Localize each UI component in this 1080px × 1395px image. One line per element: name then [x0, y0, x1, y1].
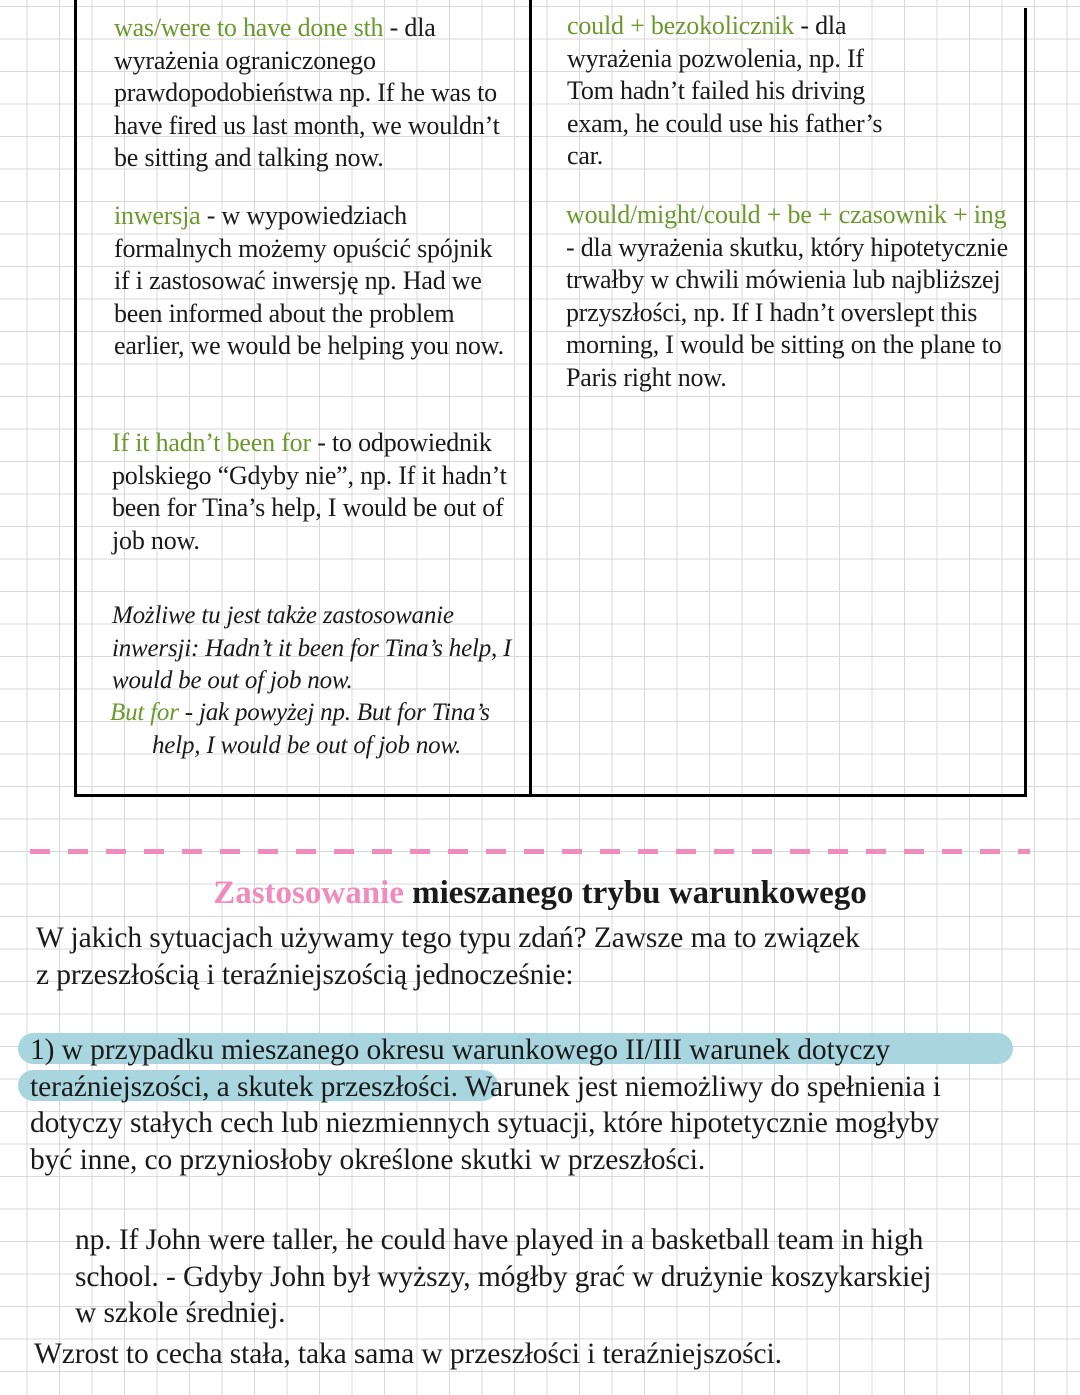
term-was-were: was/were to have done sth	[114, 13, 384, 42]
intro-line-2: z przeszłością i teraźniejszością jednocześnie:	[36, 958, 574, 991]
table-bottom-border	[74, 794, 1027, 797]
point-1-line-4: być inne, co przyniosłoby określone skutki w przeszłości.	[30, 1143, 706, 1176]
table-middle-border	[529, 0, 532, 797]
point-1-line-1: 1) w przypadku mieszanego okresu warunkowego II/III warunek dotyczy	[30, 1034, 890, 1066]
but-for-note: But for - jak powyżej np. But for Tina’s help, I would be out of job now.	[110, 699, 490, 759]
example-line-1: np. If John were taller, he could have played in a basketball team in high	[75, 1224, 924, 1256]
intro-paragraph	[36, 920, 1066, 993]
right-cell-2: would/might/could + be + czasownik + ing - dla wyrażenia skutku, który hipotetycznie trwałby w chwili mówienia lub najbliższej przyszłości, np. If I hadn’t overslept this morning, I would be sitting on the plane to Paris right now.	[566, 200, 1008, 392]
point-1-line-2: teraźniejszości, a skutek przeszłości. Warunek jest niemożliwy do spełnienia i	[30, 1070, 941, 1103]
example-line-3: w szkole średniej.	[75, 1297, 286, 1329]
intro-line-1: W jakich sytuacjach używamy tego typu zdań? Zawsze ma to związek	[36, 922, 860, 954]
title-accent: Zastosowanie	[213, 875, 404, 911]
term-if-it-hadnt-been-for: If it hadn’t been for	[112, 428, 311, 457]
left-cell-1: was/were to have done sth - dla wyrażenia ograniczonego prawdopodobieństwa np. If he was to have fired us last month, we wouldn’t be sitting and talking now.	[114, 13, 500, 172]
dashed-divider	[30, 849, 1030, 854]
left-cell-3: If it hadn’t been for - to odpowiednik polskiego “Gdyby nie”, np. If it hadn’t been for Tina’s help, I would be out of job now.	[112, 428, 507, 555]
example-line-2: school. - Gdyby John był wyższy, mógłby grać w drużynie koszykarskiej	[75, 1260, 932, 1293]
term-could-bezokolicznik: could + bezokolicznik	[567, 11, 795, 40]
conclusion: Wzrost to cecha stała, taka sama w przeszłości i teraźniejszości.	[34, 1338, 782, 1370]
table-right-border	[1024, 8, 1027, 797]
example-paragraph	[75, 1222, 1075, 1332]
term-but-for: But for	[110, 699, 179, 726]
section-title	[0, 873, 1080, 913]
italic-note: Możliwe tu jest także zastosowanie inwersji: Hadn’t it been for Tina’s help, I would be out of job now.	[112, 602, 512, 694]
point-1-paragraph	[30, 1032, 1070, 1178]
right-cell-1: could + bezokolicznik - dla wyrażenia pozwolenia, np. If Tom hadn’t failed his driving exam, he could use his father’s car.	[567, 11, 883, 170]
point-1-highlighted: teraźniejszości, a skutek przeszłości.	[30, 1070, 458, 1103]
point-1-line-3: dotyczy stałych cech lub niezmiennych sytuacji, które hipotetycznie mogłyby	[30, 1107, 940, 1139]
title-rest: mieszanego trybu warunkowego	[403, 875, 867, 911]
left-cell-2: inwersja - w wypowiedziach formalnych możemy opuścić spójnik if i zastosować inwersję np. Had we been informed about the problem earlier, we would be helping you now.	[114, 201, 504, 360]
table-left-border	[74, 0, 77, 797]
term-would-might-could: would/might/could + be + czasownik + ing	[566, 200, 1007, 229]
term-inwersja: inwersja	[114, 201, 201, 230]
